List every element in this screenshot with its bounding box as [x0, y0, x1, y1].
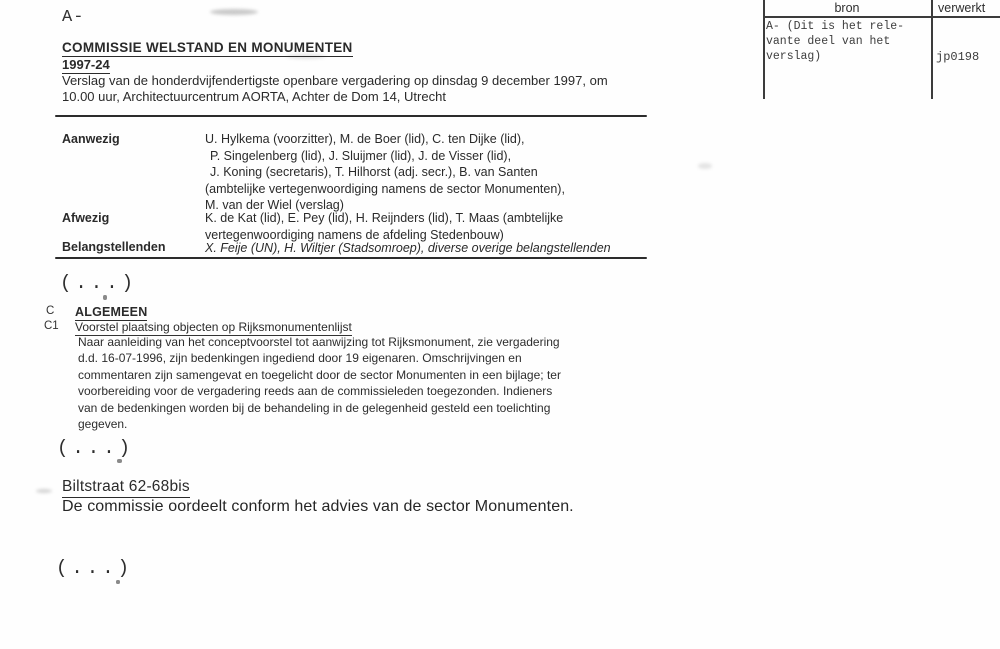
- annotation-note-line: vante deel van het: [766, 35, 891, 48]
- agenda-item-decision: De commissie oordeelt conform het advies van de sector Monumenten.: [62, 498, 574, 515]
- divider-rule: [55, 257, 647, 259]
- section-index-c1: C1: [44, 320, 59, 332]
- attendance-value-belangstellenden: [205, 240, 611, 257]
- attendance-line: J. Koning (secretaris), T. Hilhorst (adj. secr.), B. van Santen: [210, 165, 538, 180]
- annotation-bron-note: [766, 19, 904, 64]
- scan-smudge: [36, 489, 52, 493]
- annotation-note-line: A- (Dit is het rele-: [766, 20, 905, 33]
- agenda-item-heading: Biltstraat 62-68bis: [62, 478, 190, 498]
- annotation-column-bron: bron: [834, 1, 860, 15]
- section-body-paragraph: Naar aanleiding van het conceptvoorstel tot aanwijzing tot Rijksmonument, zie vergadering d.d. 16-07-1996, zijn bedenkingen ingediend door 19 eigenaren. Omschrijvingen en commentaren zijn samengevat en toegelicht door de sector Monumenten in een bijlage; ter voorbereiding voor de vergadering reeds aan de commissieleden toegezonden. Indieners van de bedenkingen worden bij de behandeling in de gelegenheid gesteld een toelichting gegeven.: [78, 335, 561, 432]
- scan-stray-dot: [117, 459, 122, 463]
- attendance-value-afwezig: [205, 210, 563, 243]
- annotation-column-verwerkt: verwerkt: [938, 1, 986, 15]
- omission-mark: (...): [60, 272, 138, 294]
- annotation-verwerkt-code: jp0198: [936, 50, 980, 64]
- section-index-c: C: [46, 305, 55, 317]
- subtitle-line: Verslag van de honderdvijfendertigste openbare vergadering op dinsdag 9 december 1997, om: [62, 73, 608, 88]
- annotation-table-header-rule: [763, 16, 1000, 18]
- scan-smudge: [698, 163, 712, 169]
- attendance-label-afwezig: Afwezig: [62, 211, 110, 225]
- margin-mark: A-: [62, 8, 85, 27]
- scan-stray-dot: [103, 295, 107, 300]
- attendance-label-belangstellenden: Belangstellenden: [62, 240, 166, 254]
- section-heading-algemeen: ALGEMEEN: [75, 305, 148, 319]
- attendance-value-aanwezig: [205, 131, 565, 214]
- omission-mark: (...): [57, 437, 135, 459]
- annotation-table-border-middle: [931, 0, 933, 99]
- attendance-label-aanwezig: Aanwezig: [62, 132, 120, 146]
- attendance-line: P. Singelenberg (lid), J. Sluijmer (lid), J. de Visser (lid),: [210, 148, 512, 163]
- attendance-line: K. de Kat (lid), E. Pey (lid), H. Reijnders (lid), T. Maas (ambtelijke: [205, 211, 564, 225]
- attendance-line: M. van der Wiel (verslag): [205, 198, 344, 213]
- divider-rule: [55, 115, 647, 117]
- scan-smudge: [210, 9, 258, 15]
- annotation-note-line: verslag): [766, 50, 822, 63]
- attendance-line: (ambtelijke vertegenwoordiging namens de sector Monumenten),: [205, 181, 565, 196]
- doc-number: 1997-24: [62, 57, 110, 72]
- agenda-item-heading-wrap: [62, 478, 190, 498]
- page-title: COMMISSIE WELSTAND EN MONUMENTEN: [62, 40, 353, 55]
- subtitle-line: 10.00 uur, Architectuurcentrum AORTA, Achter de Dom 14, Utrecht: [62, 89, 446, 104]
- subsection-heading-voorstel: Voorstel plaatsing objecten op Rijksmonumentenlijst: [75, 320, 352, 334]
- doc-number-wrap: [62, 56, 110, 74]
- attendance-line: vertegenwoordiging namens de afdeling Stedenbouw): [205, 227, 504, 242]
- attendance-line: X. Feije (UN), H. Wiltjer (Stadsomroep), diverse overige belangstellenden: [205, 241, 611, 255]
- attendance-line: U. Hylkema (voorzitter), M. de Boer (lid), C. ten Dijke (lid),: [205, 132, 525, 146]
- scan-stray-dot: [116, 580, 120, 584]
- page-title-wrap: [62, 39, 353, 57]
- omission-mark: (...): [56, 557, 134, 579]
